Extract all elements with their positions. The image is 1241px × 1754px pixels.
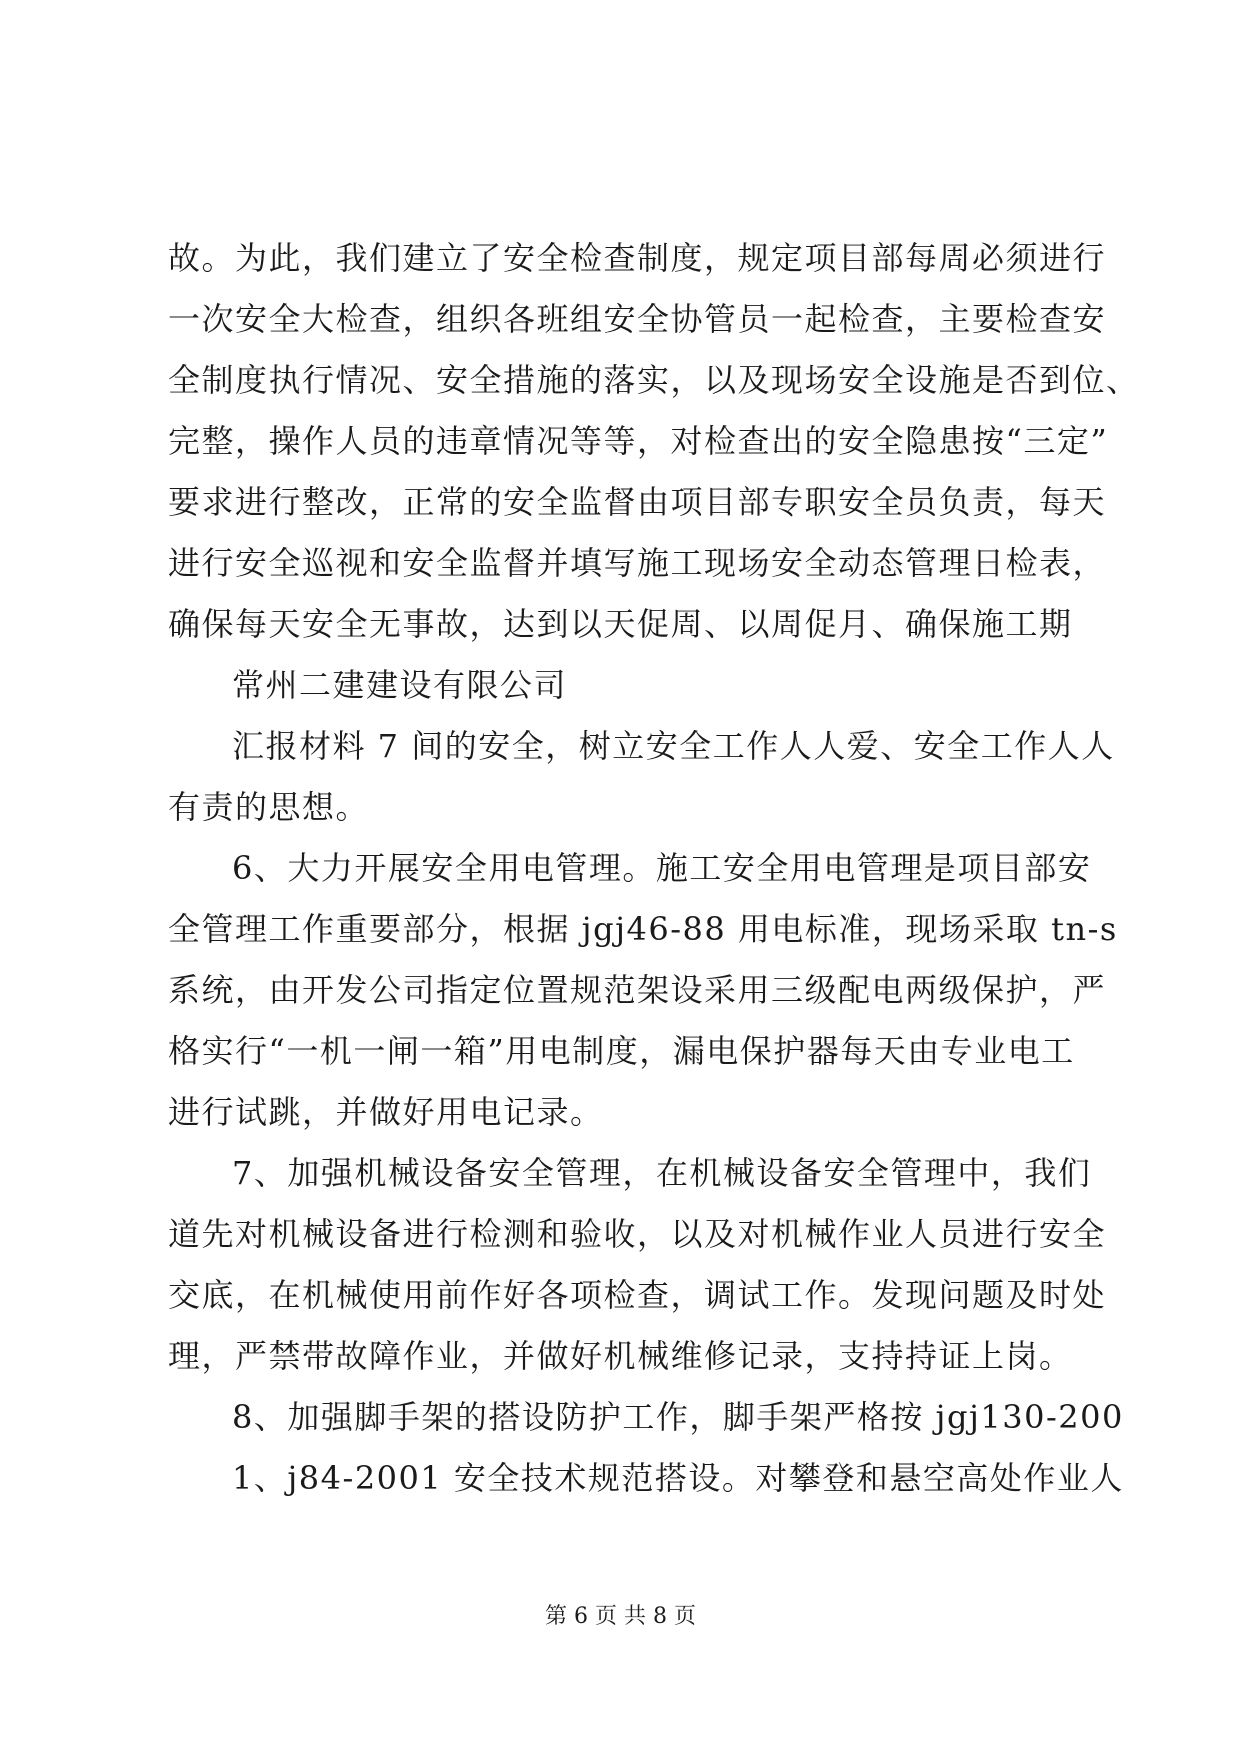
body-line: 1、j84-2001 安全技术规范搭设。对攀登和悬空高处作业人 bbox=[232, 1459, 1124, 1497]
body-line: 系统，由开发公司指定位置规范架设采用三级配电两级保护，严 bbox=[168, 971, 1107, 1009]
body-line: 理，严禁带故障作业，并做好机械维修记录，支持持证上岗。 bbox=[168, 1337, 1073, 1375]
body-line: 格实行“一机一闸一箱”用电制度，漏电保护器每天由专业电工 bbox=[168, 1032, 1075, 1070]
body-line: 有责的思想。 bbox=[168, 788, 370, 826]
company-name-line: 常州二建建设有限公司 bbox=[232, 666, 568, 704]
document-body bbox=[168, 228, 1140, 1509]
body-line: 进行试跳，并做好用电记录。 bbox=[168, 1093, 604, 1131]
section-8-line: 8、加强脚手架的搭设防护工作，脚手架严格按 jgj130-200 bbox=[232, 1398, 1124, 1436]
body-line: 一次安全大检查，组织各班组安全协管员一起检查，主要检查安 bbox=[168, 300, 1107, 338]
body-line: 确保每天安全无事故，达到以天促周、以周促月、确保施工期 bbox=[168, 605, 1073, 643]
page-number-footer: 第 6 页 共 8 页 bbox=[545, 1604, 696, 1629]
body-line: 故。为此，我们建立了安全检查制度，规定项目部每周必须进行 bbox=[168, 239, 1107, 277]
body-line: 交底，在机械使用前作好各项检查，调试工作。发现问题及时处 bbox=[168, 1276, 1107, 1314]
body-line: 道先对机械设备进行检测和验收，以及对机械作业人员进行安全 bbox=[168, 1215, 1107, 1253]
body-line: 进行安全巡视和安全监督并填写施工现场安全动态管理日检表， bbox=[168, 544, 1107, 582]
body-line: 完整，操作人员的违章情况等等，对检查出的安全隐患按“三定” bbox=[168, 422, 1109, 460]
section-7-line: 7、加强机械设备安全管理，在机械设备安全管理中，我们 bbox=[232, 1154, 1092, 1192]
body-line: 汇报材料 7 间的安全，树立安全工作人人爱、安全工作人人 bbox=[232, 727, 1115, 765]
body-line: 全制度执行情况、安全措施的落实，以及现场安全设施是否到位、 bbox=[168, 361, 1140, 399]
section-6-line: 6、大力开展安全用电管理。施工安全用电管理是项目部安 bbox=[232, 849, 1092, 887]
body-line: 全管理工作重要部分，根据 jgj46-88 用电标准，现场采取 tn-s bbox=[168, 910, 1118, 948]
body-line: 要求进行整改，正常的安全监督由项目部专职安全员负责，每天 bbox=[168, 483, 1107, 521]
